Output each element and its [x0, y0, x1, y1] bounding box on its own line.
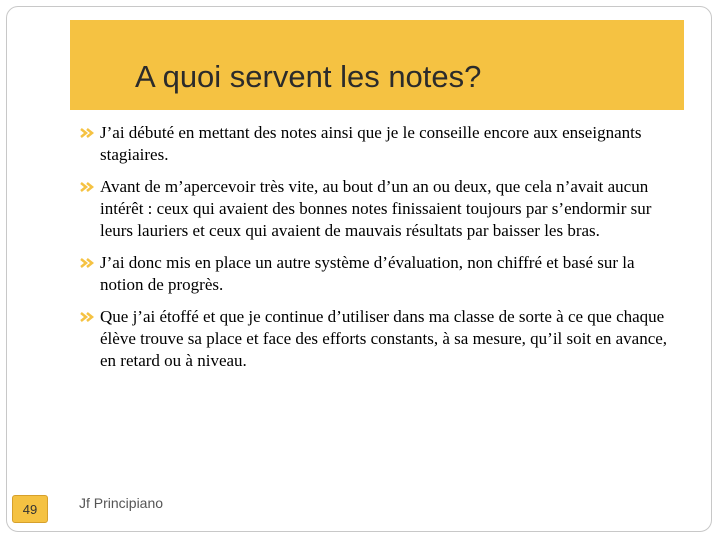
double-chevron-icon	[78, 179, 96, 195]
double-chevron-icon	[78, 255, 96, 271]
bullet-item	[78, 252, 678, 296]
bullet-text: Avant de m’apercevoir très vite, au bout d’un an ou deux, que cela n’avait aucun intérêt : ceux qui avaient des bonnes notes finissaient toujours par s’endormir sur leurs lauriers et ceux qui avaient de mauvais résultats par baisser les bras.	[100, 177, 652, 240]
bullet-list	[78, 122, 678, 382]
double-chevron-icon	[78, 125, 96, 141]
bullet-item	[78, 176, 678, 242]
double-chevron-icon	[78, 309, 96, 325]
bullet-text: J’ai donc mis en place un autre système d’évaluation, non chiffré et basé sur la notion de progrès.	[100, 253, 635, 294]
page-number-badge	[12, 495, 48, 523]
bullet-item	[78, 122, 678, 166]
slide-title: A quoi servent les notes?	[135, 59, 482, 94]
bullet-text: J’ai débuté en mettant des notes ainsi que je le conseille encore aux enseignants stagiaires.	[100, 123, 642, 164]
bullet-item	[78, 306, 678, 372]
page-number: 49	[22, 501, 38, 517]
bullet-text: Que j’ai étoffé et que je continue d’utiliser dans ma classe de sorte à ce que chaque élève trouve sa place et face des efforts constants, à sa mesure, qu’il soit en avance, en retard ou à niveau.	[100, 307, 668, 370]
footer-author: Jf Principiano	[79, 495, 164, 511]
